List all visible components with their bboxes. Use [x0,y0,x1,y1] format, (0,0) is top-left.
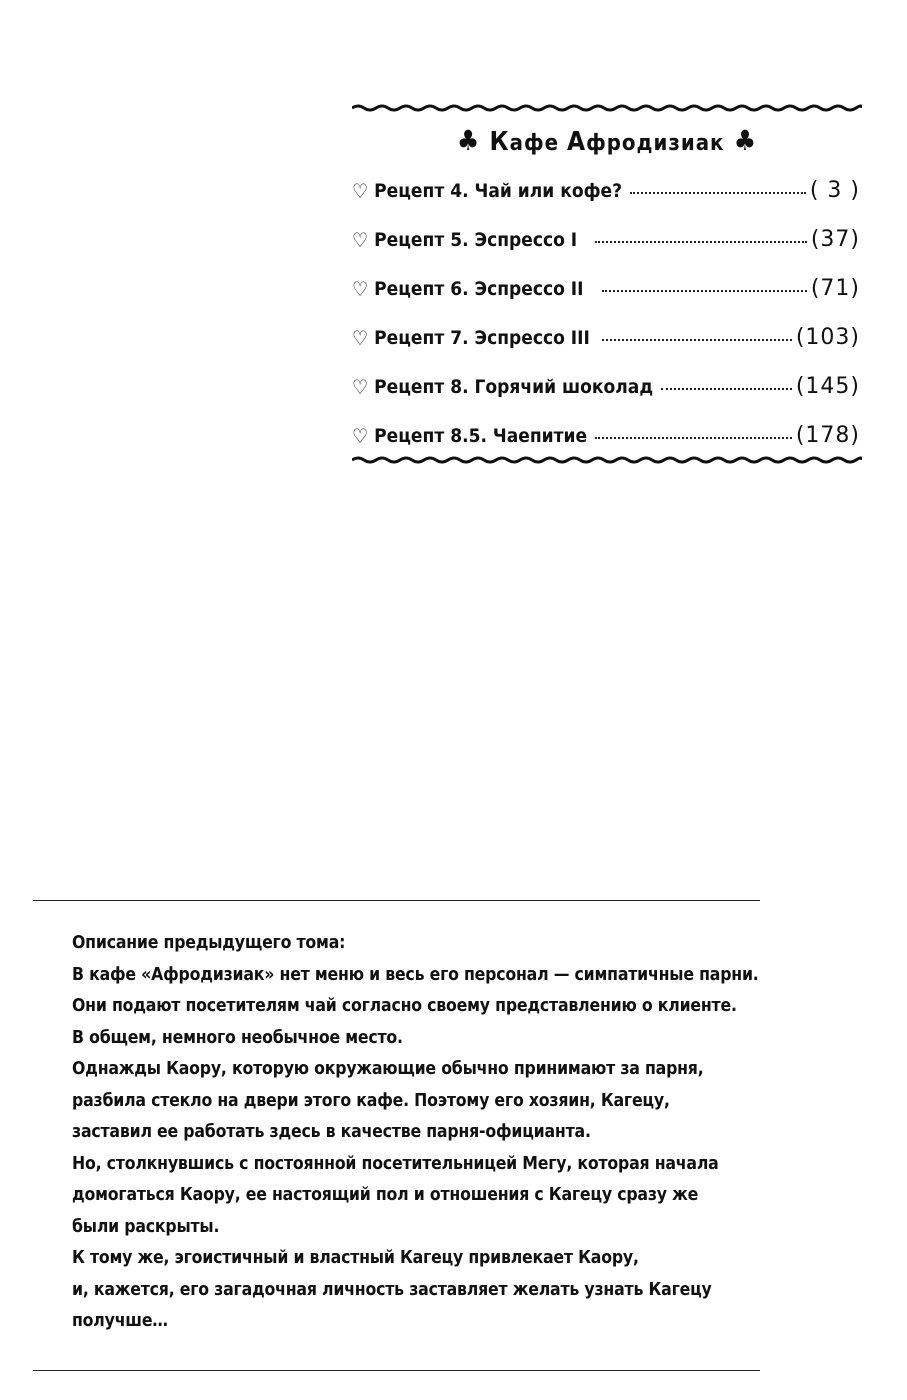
toc-entry-label: Рецепт 6. Эспрессо II [374,277,584,300]
summary-rule-bottom [33,1370,760,1371]
toc-entry [352,313,860,362]
summary-line: получше… [72,1311,168,1331]
dot-leader [602,339,792,341]
summary-line: В общем, немного необычное место. [72,1027,403,1048]
toc-entry-label: Рецепт 7. Эспрессо III [374,326,590,349]
toc-entry [352,215,860,264]
toc-list [352,166,860,460]
summary-line: заставил ее работать здесь в качестве парня-официанта. [72,1122,591,1142]
dot-leader [661,388,792,390]
summary-line: Но, столкнувшись с постоянной посетительницей Мегу, которая начала [72,1153,719,1174]
decorative-border-top [352,104,862,112]
toc-title [352,124,862,157]
toc-entry [352,362,860,411]
summary-line: Однажды Каору, которую окружающие обычно принимают за парня, [72,1059,704,1079]
summary-line: и, кажется, его загадочная личность заставляет желать узнать Кагецу [72,1279,712,1300]
toc-entry-label: Рецепт 4. Чай или кофе? [374,179,623,202]
toc-entry-page: ( 3 ) [809,178,860,203]
table-of-contents [352,104,862,466]
toc-entry-page: (178) [795,423,860,448]
heart-icon: ♡ [352,227,369,252]
dot-leader [595,437,792,439]
heart-icon: ♡ [352,276,369,301]
toc-entry-page: (145) [795,374,860,399]
summary-rule-top [33,900,760,901]
heart-icon: ♡ [352,374,369,399]
heart-icon: ♡ [352,178,369,203]
summary-line: были раскрыты. [72,1216,220,1237]
summary-line: Они подают посетителям чай согласно своему представлению о клиенте. [72,996,737,1016]
decorative-border-bottom [352,456,862,464]
dot-leader [630,192,806,194]
heart-icon: ♡ [352,423,369,448]
toc-entry [352,411,860,460]
toc-entry-label: Рецепт 8.5. Чаепитие [374,424,588,447]
club-icon: ♣ [733,124,758,157]
toc-entry-label: Рецепт 5. Эспрессо I [374,228,578,251]
club-icon: ♣ [456,124,481,157]
dot-leader [602,290,807,292]
toc-entry [352,264,860,313]
toc-entry-page: (71) [810,276,860,301]
summary-line: В кафе «Афродизиак» нет меню и весь его персонал — симпатичные парни. [72,964,759,985]
summary-line: домогаться Каору, ее настоящий пол и отношения с Кагецу сразу же [72,1185,699,1205]
toc-title-text: Кафе Афродизиак [489,127,725,157]
summary-line: К тому же, эгоистичный и властный Кагецу привлекает Каору, [72,1248,639,1268]
heart-icon: ♡ [352,325,369,350]
summary-line: разбила стекло на двери этого кафе. Поэтому его хозяин, Кагецу, [72,1090,670,1111]
summary-heading: Описание предыдущего тома: [72,933,346,953]
toc-entry [352,166,860,215]
toc-entry-page: (37) [810,227,860,252]
toc-entry-label: Рецепт 8. Горячий шоколад [374,375,654,398]
toc-entry-page: (103) [795,325,860,350]
dot-leader [595,241,807,243]
previous-volume-summary [72,928,762,1338]
